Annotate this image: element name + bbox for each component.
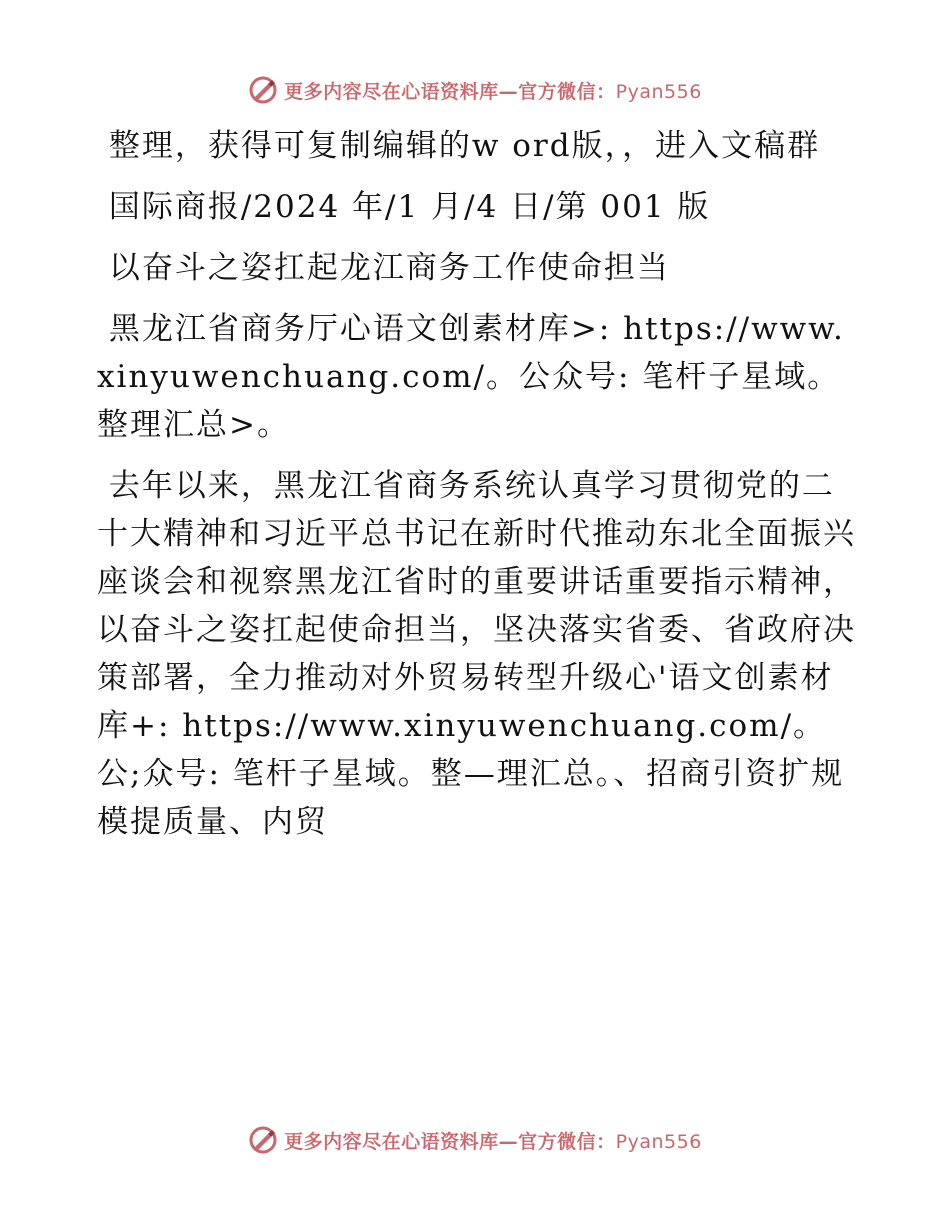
footer-banner — [0, 1120, 950, 1160]
banner-text: 更多内容尽在心语资料库—官方微信：Pyan556 — [284, 1130, 702, 1153]
wechat-handle: Pyan556 — [615, 1130, 702, 1153]
body-paragraph: 去年以来，黑龙江省商务系统认真学习贯彻党的二十大精神和习近平总书记在新时代推动东北全面振兴座谈会和视察黑龙江省时的重要讲话重要指示精神，以奋斗之姿扛起使命担当，坚决落实省委、省政府决策部署，全力推动对外贸易转型升级心'语文创素材库+: https://www.xinyuwenchuang.com/。公;众号: 笔杆子星域。整—理汇总。、招商引资扩规模提质量、内贸 — [97, 468, 856, 840]
article-title: 以奋斗之姿扛起龙江商务工作使命担当 — [97, 250, 670, 286]
pen-logo-icon — [248, 75, 278, 105]
header-banner — [0, 70, 950, 110]
pen-logo-icon — [248, 1125, 278, 1155]
source-line: 国际商报/2024 年/1 月/4 日/第 001 版 — [97, 189, 711, 225]
wechat-handle: Pyan556 — [615, 80, 702, 103]
intro-paragraph: 整理，获得可复制编辑的w ord版，，进入文稿群 — [97, 128, 821, 164]
document-body — [97, 122, 857, 846]
author-line: 黑龙江省商务厅心语文创素材库>: https://www.xinyuwenchuang.com/。公众号: 笔杆子星域。整理汇总>。 — [97, 311, 845, 443]
banner-text: 更多内容尽在心语资料库—官方微信：Pyan556 — [284, 80, 702, 103]
